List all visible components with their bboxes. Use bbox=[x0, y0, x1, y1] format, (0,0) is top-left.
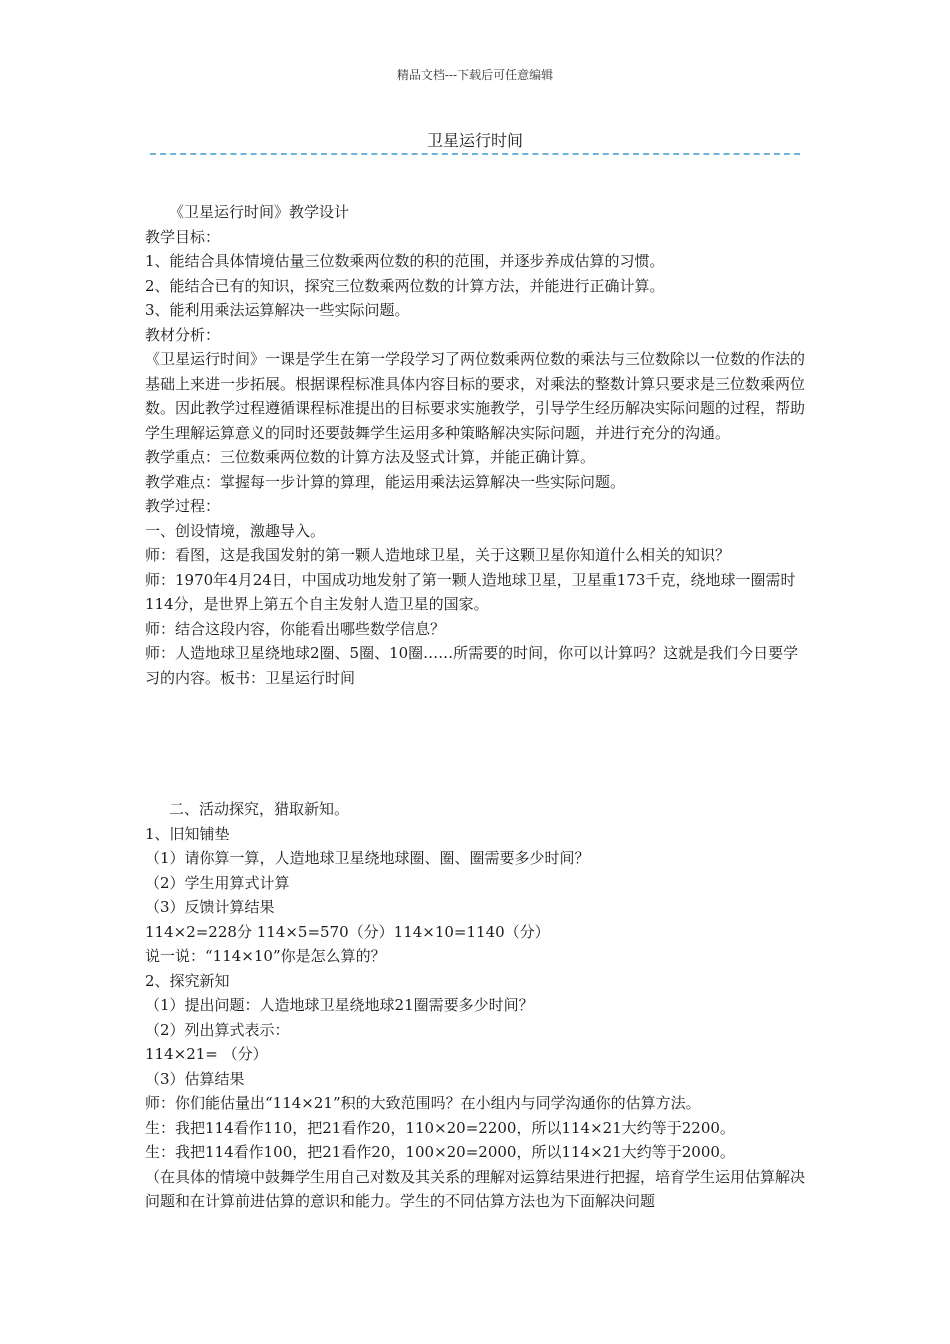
paragraph: 114×2=228分 114×5=570（分）114×10=1140（分） bbox=[145, 922, 550, 941]
paragraph: 师：1970年4月24日，中国成功地发射了第一颗人造地球卫星，卫星重173千克，绕地球一圈需时114分，是世界上第五个自主发射人造卫星的国家。 bbox=[145, 570, 796, 613]
paragraph: （2）学生用算式计算 bbox=[145, 873, 290, 892]
paragraph: 生：我把114看作100，把21看作20，100×20=2000，所以114×21大约等于2000。 bbox=[145, 1143, 735, 1161]
paragraph: （3）反馈计算结果 bbox=[145, 898, 275, 916]
paragraph: （1）请你算一算，人造地球卫星绕地球圈、圈、圈需要多少时间？ bbox=[145, 849, 590, 867]
paragraph: 2、探究新知 bbox=[145, 971, 230, 990]
paragraph: 教学难点：掌握每一步计算的算理，能运用乘法运算解决一些实际问题。 bbox=[145, 472, 626, 491]
section-intro bbox=[145, 200, 810, 690]
paragraph: 教学目标： bbox=[145, 227, 221, 246]
document-title: 卫星运行时间 bbox=[426, 131, 523, 150]
section-heading: 二、活动探究，猎取新知。 bbox=[169, 800, 350, 818]
paragraph: （在具体的情境中鼓舞学生用自己对数及其关系的理解对运算结果进行把握，培育学生运用估算解决问题和在计算前进估算的意识和能力。学生的不同估算方法也为下面解决问题 bbox=[145, 1167, 806, 1210]
paragraph: 生：我把114看作110，把21看作20，110×20=2200，所以114×21大约等于2200。 bbox=[145, 1118, 735, 1137]
paragraph: （1）提出问题：人造地球卫星绕地球21圈需要多少时间？ bbox=[145, 996, 534, 1014]
page-header: 精品文档---下载后可任意编辑 bbox=[396, 68, 554, 82]
paragraph: （3）估算结果 bbox=[145, 1069, 245, 1088]
lesson-heading: 《卫星运行时间》教学设计 bbox=[169, 203, 350, 221]
paragraph: 1、旧知铺垫 bbox=[145, 824, 230, 843]
paragraph: 2、能结合已有的知识，探究三位数乘两位数的计算方法，并能进行正确计算。 bbox=[145, 276, 665, 295]
paragraph: （2）列出算式表示： bbox=[145, 1020, 290, 1039]
section-activity bbox=[145, 797, 810, 1214]
paragraph: 一、创设情境，激趣导入。 bbox=[145, 521, 326, 540]
paragraph: 3、能利用乘法运算解决一些实际问题。 bbox=[145, 301, 410, 319]
paragraph: 说一说：“114×10”你是怎么算的？ bbox=[145, 947, 386, 965]
paragraph: 114×21= （分） bbox=[145, 1045, 268, 1063]
paragraph: 《卫星运行时间》一课是学生在第一学段学习了两位数乘两位数的乘法与三位数除以一位数的作法的基础上来进一步拓展。根据课程标准具体内容目标的要求，对乘法的整数计算只要求是三位数乘两位数。因此教学过程遵循课程标准提出的目标要求实施教学，引导学生经历解决实际问题的过程，帮助学生理解运算意义的同时还要鼓舞学生运用多种策略解决实际问题，并进行充分的沟通。 bbox=[145, 350, 806, 442]
paragraph: 师：看图，这是我国发射的第一颗人造地球卫星，关于这颗卫星你知道什么相关的知识？ bbox=[145, 546, 731, 564]
paragraph: 教材分析： bbox=[145, 325, 221, 344]
paragraph: 教学重点：三位数乘两位数的计算方法及竖式计算，并能正确计算。 bbox=[145, 448, 596, 466]
paragraph: 教学过程： bbox=[145, 497, 221, 515]
paragraph: 师：人造地球卫星绕地球2圈、5圈、10圈……所需要的时间，你可以计算吗？这就是我们今日要学习的内容。板书：卫星运行时间 bbox=[145, 644, 799, 687]
paragraph: 师：结合这段内容，你能看出哪些数学信息？ bbox=[145, 619, 446, 638]
paragraph: 1、能结合具体情境估量三位数乘两位数的积的范围，并逐步养成估算的习惯。 bbox=[145, 252, 665, 270]
paragraph: 师：你们能估量出“114×21”积的大致范围吗？在小组内与同学沟通你的估算方法。 bbox=[145, 1094, 701, 1112]
title-divider bbox=[150, 153, 800, 155]
